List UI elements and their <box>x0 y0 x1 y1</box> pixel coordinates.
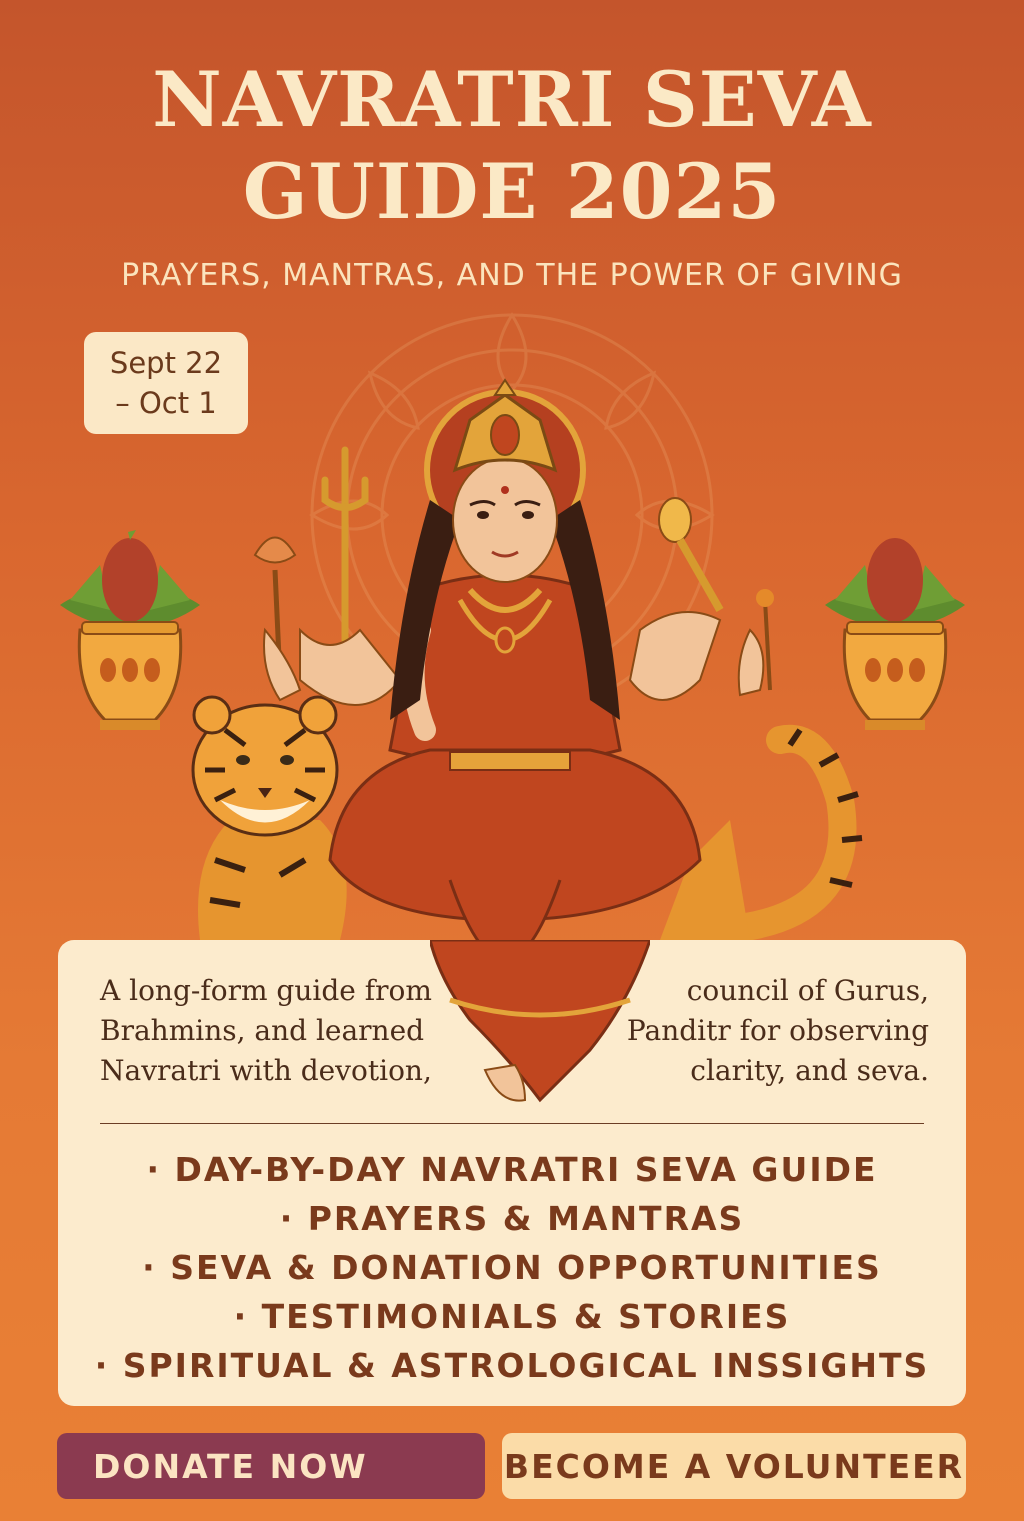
date-start: Sept 22 <box>109 346 223 380</box>
kalash-icon <box>60 530 200 730</box>
intro-line: council of Gurus, <box>686 974 929 1007</box>
divider <box>100 1123 924 1124</box>
title-line-1: NAVRATRI SEVA <box>152 55 872 144</box>
subtitle: PRAYERS, MANTRAS, AND THE POWER OF GIVING <box>121 258 903 293</box>
feature-item: · SEVA & DONATION OPPORTUNITIES <box>142 1248 882 1287</box>
goddess-legs-illustration <box>430 940 650 1110</box>
intro-line: clarity, and seva. <box>690 1054 929 1087</box>
feature-list <box>58 1145 966 1390</box>
feature-item: · SPIRITUAL & ASTROLOGICAL INSSIGHTS <box>94 1346 930 1385</box>
date-end: – Oct 1 <box>115 386 217 420</box>
trishul-icon <box>325 450 365 640</box>
intro-text-left <box>100 971 432 1091</box>
feature-item: · PRAYERS & MANTRAS <box>279 1199 745 1238</box>
intro-line: A long-form guide from <box>100 974 432 1007</box>
become-volunteer-button[interactable]: BECOME A VOLUNTEER <box>502 1433 966 1499</box>
feature-item: · TESTIMONIALS & STORIES <box>233 1297 791 1336</box>
title-line-2: GUIDE 2025 <box>242 147 782 236</box>
intro-line: Panditr for observing <box>626 1014 929 1047</box>
donate-now-button[interactable]: DONATE NOW <box>57 1433 485 1499</box>
intro-text-right <box>627 971 929 1091</box>
kalash-icon <box>825 538 965 730</box>
feature-item: · DAY-BY-DAY NAVRATRI SEVA GUIDE <box>146 1150 878 1189</box>
intro-line: Brahmins, and learned <box>100 1014 425 1047</box>
intro-line: Navratri with devotion, <box>100 1054 432 1087</box>
